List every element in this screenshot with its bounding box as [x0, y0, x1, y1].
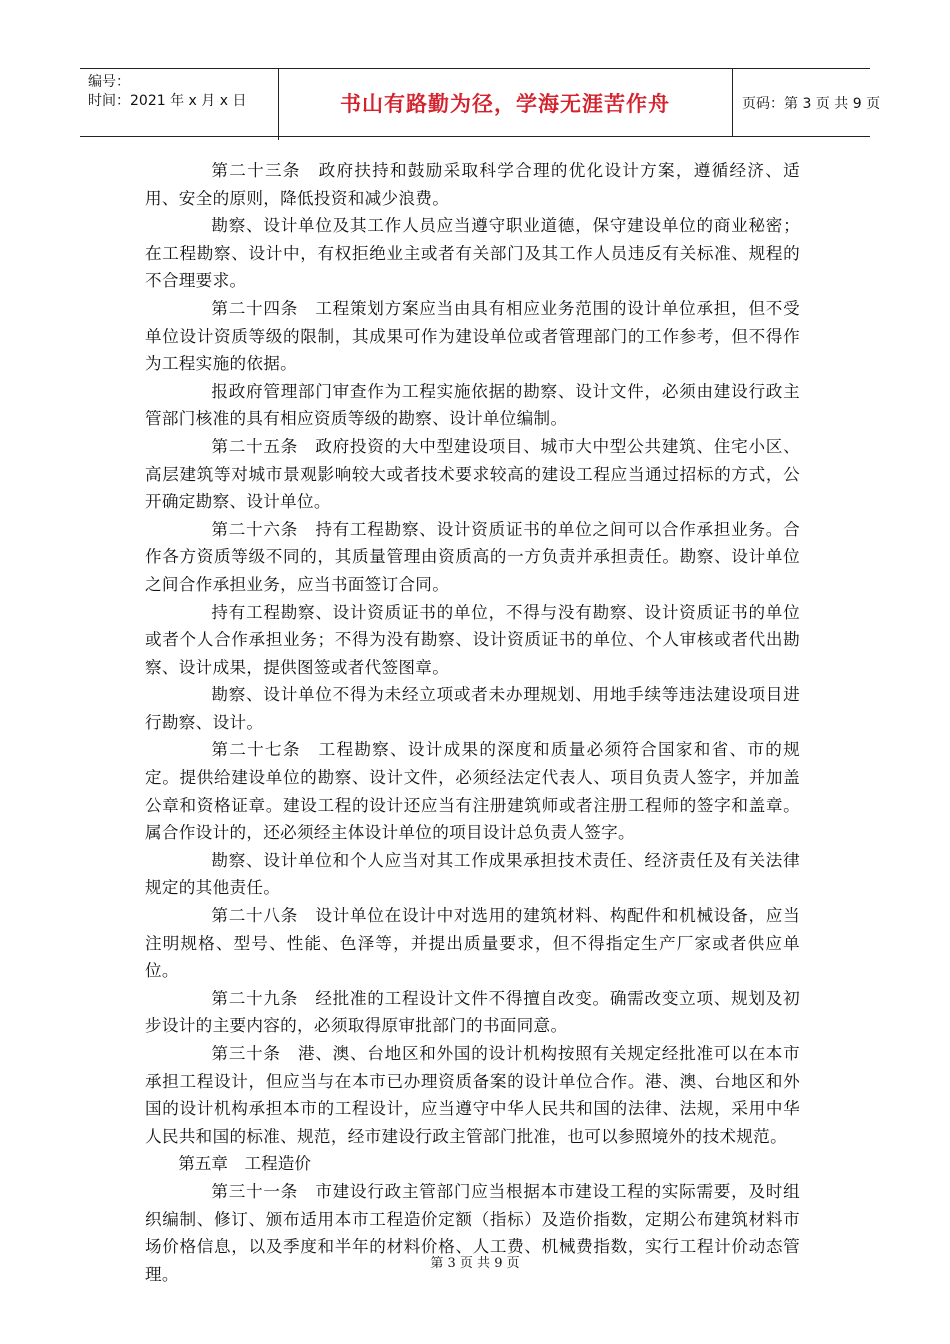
- paragraph: 持有工程勘察、设计资质证书的单位，不得与没有勘察、设计资质证书的单位或者个人合作承担业务；不得为没有勘察、设计资质证书的单位、个人审核或者代出勘察、设计成果，提供图签或者代签图章。: [145, 602, 800, 677]
- paragraph: 勘察、设计单位和个人应当对其工作成果承担技术责任、经济责任及有关法律规定的其他责任。: [145, 850, 800, 898]
- paragraph: 报政府管理部门审查作为工程实施依据的勘察、设计文件，必须由建设行政主管部门核准的具有相应资质等级的勘察、设计单位编制。: [145, 381, 800, 429]
- paragraph: 勘察、设计单位及其工作人员应当遵守职业道德，保守建设单位的商业秘密；在工程勘察、设计中，有权拒绝业主或者有关部门及其工作人员违反有关标准、规程的不合理要求。: [145, 216, 800, 291]
- time-label: 时间：2021 年 x 月 x 日: [88, 93, 247, 109]
- header-meta: [80, 69, 279, 140]
- motto-text: 书山有路勤为径，学海无涯苦作舟: [340, 91, 670, 116]
- page-header: [80, 68, 881, 137]
- paragraph: 第二十九条 经批准的工程设计文件不得擅自改变。确需改变立项、规划及初步设计的主要内容的，必须取得原审批部门的书面同意。: [145, 988, 800, 1036]
- paragraph: 勘察、设计单位不得为未经立项或者未办理规划、用地手续等违法建设项目进行勘察、设计。: [145, 685, 800, 732]
- header-page-info: 页码：第 3 页 共 9 页: [742, 95, 881, 112]
- document-body: [145, 157, 800, 1288]
- header-motto-cell: [278, 69, 733, 136]
- paragraph: 第二十四条 工程策划方案应当由具有相应业务范围的设计单位承担，但不受单位设计资质等级的限制，其成果可作为建设单位或者管理部门的工作参考，但不得作为工程实施的依据。: [145, 298, 800, 374]
- paragraph: 第三十条 港、澳、台地区和外国的设计机构按照有关规定经批准可以在本市承担工程设计，但应当与在本市已办理资质备案的设计单位合作。港、澳、台地区和外国的设计机构承担本市的工程设计，应当遵守中华人民共和国的法律、法规，采用中华人民共和国的标准、规范，经市建设行政主管部门批准，也可以参照境外的技术规范。: [145, 1044, 800, 1146]
- number-label: 编号：: [88, 74, 130, 90]
- paragraph: 第二十三条 政府扶持和鼓励采取科学合理的优化设计方案，遵循经济、适用、安全的原则，降低投资和减少浪费。: [145, 161, 800, 208]
- chapter-heading: 第五章 工程造价: [178, 1154, 311, 1174]
- paragraph: 第二十八条 设计单位在设计中对选用的建筑材料、构配件和机械设备，应当注明规格、型号、性能、色泽等，并提出质量要求，但不得指定生产厂家或者供应单位。: [145, 906, 800, 981]
- page-footer: 第 3 页 共 9 页: [430, 1256, 520, 1271]
- paragraph: 第三十一条 市建设行政主管部门应当根据本市建设工程的实际需要，及时组织编制、修订、颁布适用本市工程造价定额（指标）及造价指数，定期公布建筑材料市场价格信息，以及季度和半年的材料价格、人工费、机械费指数，实行工程计价动态管理。: [145, 1181, 800, 1284]
- paragraph: 第二十五条 政府投资的大中型建设项目、城市大中型公共建筑、住宅小区、高层建筑等对城市景观影响较大或者技术要求较高的建设工程应当通过招标的方式，公开确定勘察、设计单位。: [145, 436, 800, 512]
- paragraph: 第二十六条 持有工程勘察、设计资质证书的单位之间可以合作承担业务。合作各方资质等级不同的，其质量管理由资质高的一方负责并承担责任。勘察、设计单位之间合作承担业务，应当书面签订合同。: [145, 519, 800, 594]
- paragraph: 第二十七条 工程勘察、设计成果的深度和质量必须符合国家和省、市的规定。提供给建设单位的勘察、设计文件，必须经法定代表人、项目负责人签字，并加盖公章和资格证章。建设工程的设计还应当有注册建筑师或者注册工程师的签字和盖章。属合作设计的，还必须经主体设计单位的项目设计总负责人签字。: [145, 740, 800, 843]
